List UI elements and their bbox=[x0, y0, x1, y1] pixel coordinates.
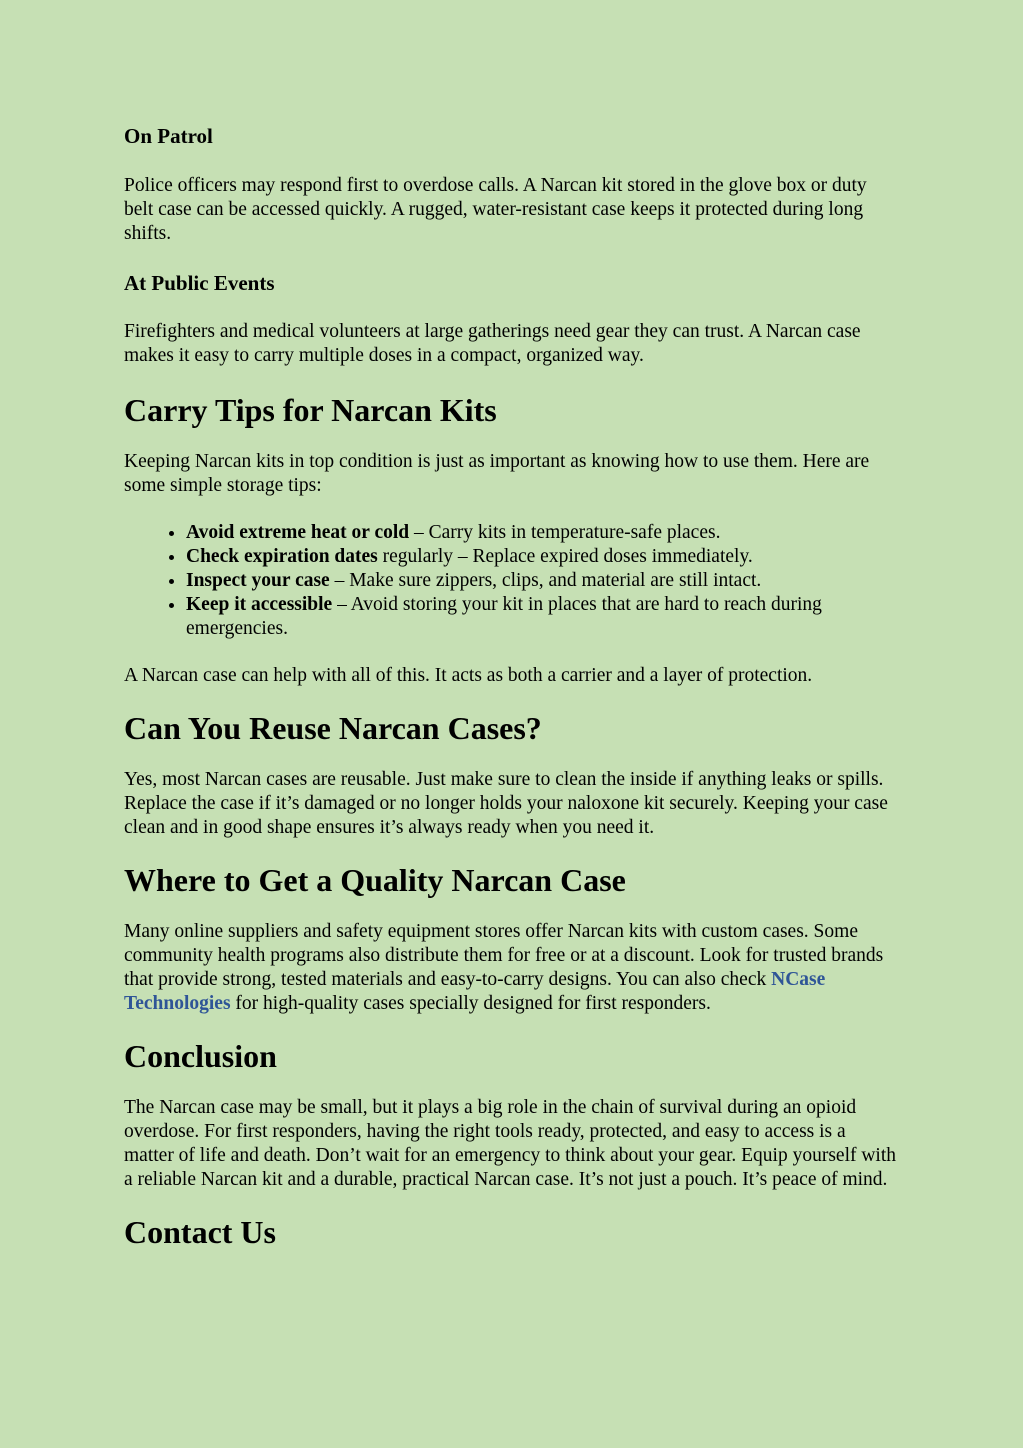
tip-text: – Avoid storing your kit in places that are hard to reach during emergencies. bbox=[186, 594, 822, 639]
paragraph-carry-tips-outro: A Narcan case can help with all of this. It acts as both a carrier and a layer of protection. bbox=[124, 665, 813, 686]
tip-title: Avoid extreme heat or cold bbox=[186, 522, 410, 543]
paragraph-reuse: Yes, most Narcan cases are reusable. Just make sure to clean the inside if anything leaks or spills. Replace the case if it’s damaged or no longer holds your naloxone kit securely. Keeping your case clean and in good shape ensures it’s always ready when you need it. bbox=[124, 769, 888, 838]
list-item bbox=[186, 545, 899, 569]
list-item bbox=[186, 593, 899, 641]
paragraph-where-to-get bbox=[124, 920, 899, 1016]
tip-text: – Carry kits in temperature-safe places. bbox=[409, 522, 721, 543]
heading-where-to-get: Where to Get a Quality Narcan Case bbox=[124, 862, 626, 898]
tip-text: regularly – Replace expired doses immediately. bbox=[377, 546, 753, 567]
paragraph-conclusion: The Narcan case may be small, but it plays a big role in the chain of survival during an opioid overdose. For first responders, having the right tools ready, protected, and easy to access is a matter of life and death. Don’t wait for an emergency to think about your gear. Equip yourself with a reliable Narcan kit and a durable, practical Narcan case. It’s not just a pouch. It’s peace of mind. bbox=[124, 1097, 897, 1190]
section-heading-on-patrol: On Patrol bbox=[124, 124, 213, 148]
heading-reuse: Can You Reuse Narcan Cases? bbox=[124, 710, 542, 746]
tip-title: Check expiration dates bbox=[186, 546, 378, 567]
heading-conclusion: Conclusion bbox=[124, 1038, 277, 1074]
heading-contact-us: Contact Us bbox=[124, 1214, 276, 1250]
ncase-technologies-link[interactable]: NCase Technologies bbox=[124, 969, 826, 1014]
section-heading-public-events: At Public Events bbox=[124, 271, 275, 295]
paragraph-carry-tips-intro: Keeping Narcan kits in top condition is just as important as knowing how to use them. Here are some simple storage tips: bbox=[124, 451, 870, 496]
tip-text: – Make sure zippers, clips, and material are still intact. bbox=[329, 570, 762, 591]
carry-tips-list bbox=[124, 521, 899, 641]
tip-title: Inspect your case bbox=[186, 570, 330, 591]
paragraph-public-events: Firefighters and medical volunteers at large gatherings need gear they can trust. A Narcan case makes it easy to carry multiple doses in a compact, organized way. bbox=[124, 321, 861, 366]
list-item bbox=[186, 569, 899, 593]
where-text-before: Many online suppliers and safety equipment stores offer Narcan kits with custom cases. Some community health programs also distribute them for free or at a discount. Look for trusted brands that provide strong, tested materials and easy-to-carry designs. You can also check bbox=[124, 921, 884, 990]
heading-carry-tips: Carry Tips for Narcan Kits bbox=[124, 392, 497, 428]
list-item bbox=[186, 521, 899, 545]
where-text-after: for high-quality cases specially designed for first responders. bbox=[230, 993, 711, 1014]
paragraph-on-patrol: Police officers may respond first to overdose calls. A Narcan kit stored in the glove box or duty belt case can be accessed quickly. A rugged, water-resistant case keeps it protected during long shifts. bbox=[124, 175, 867, 244]
tip-title: Keep it accessible bbox=[186, 594, 333, 615]
